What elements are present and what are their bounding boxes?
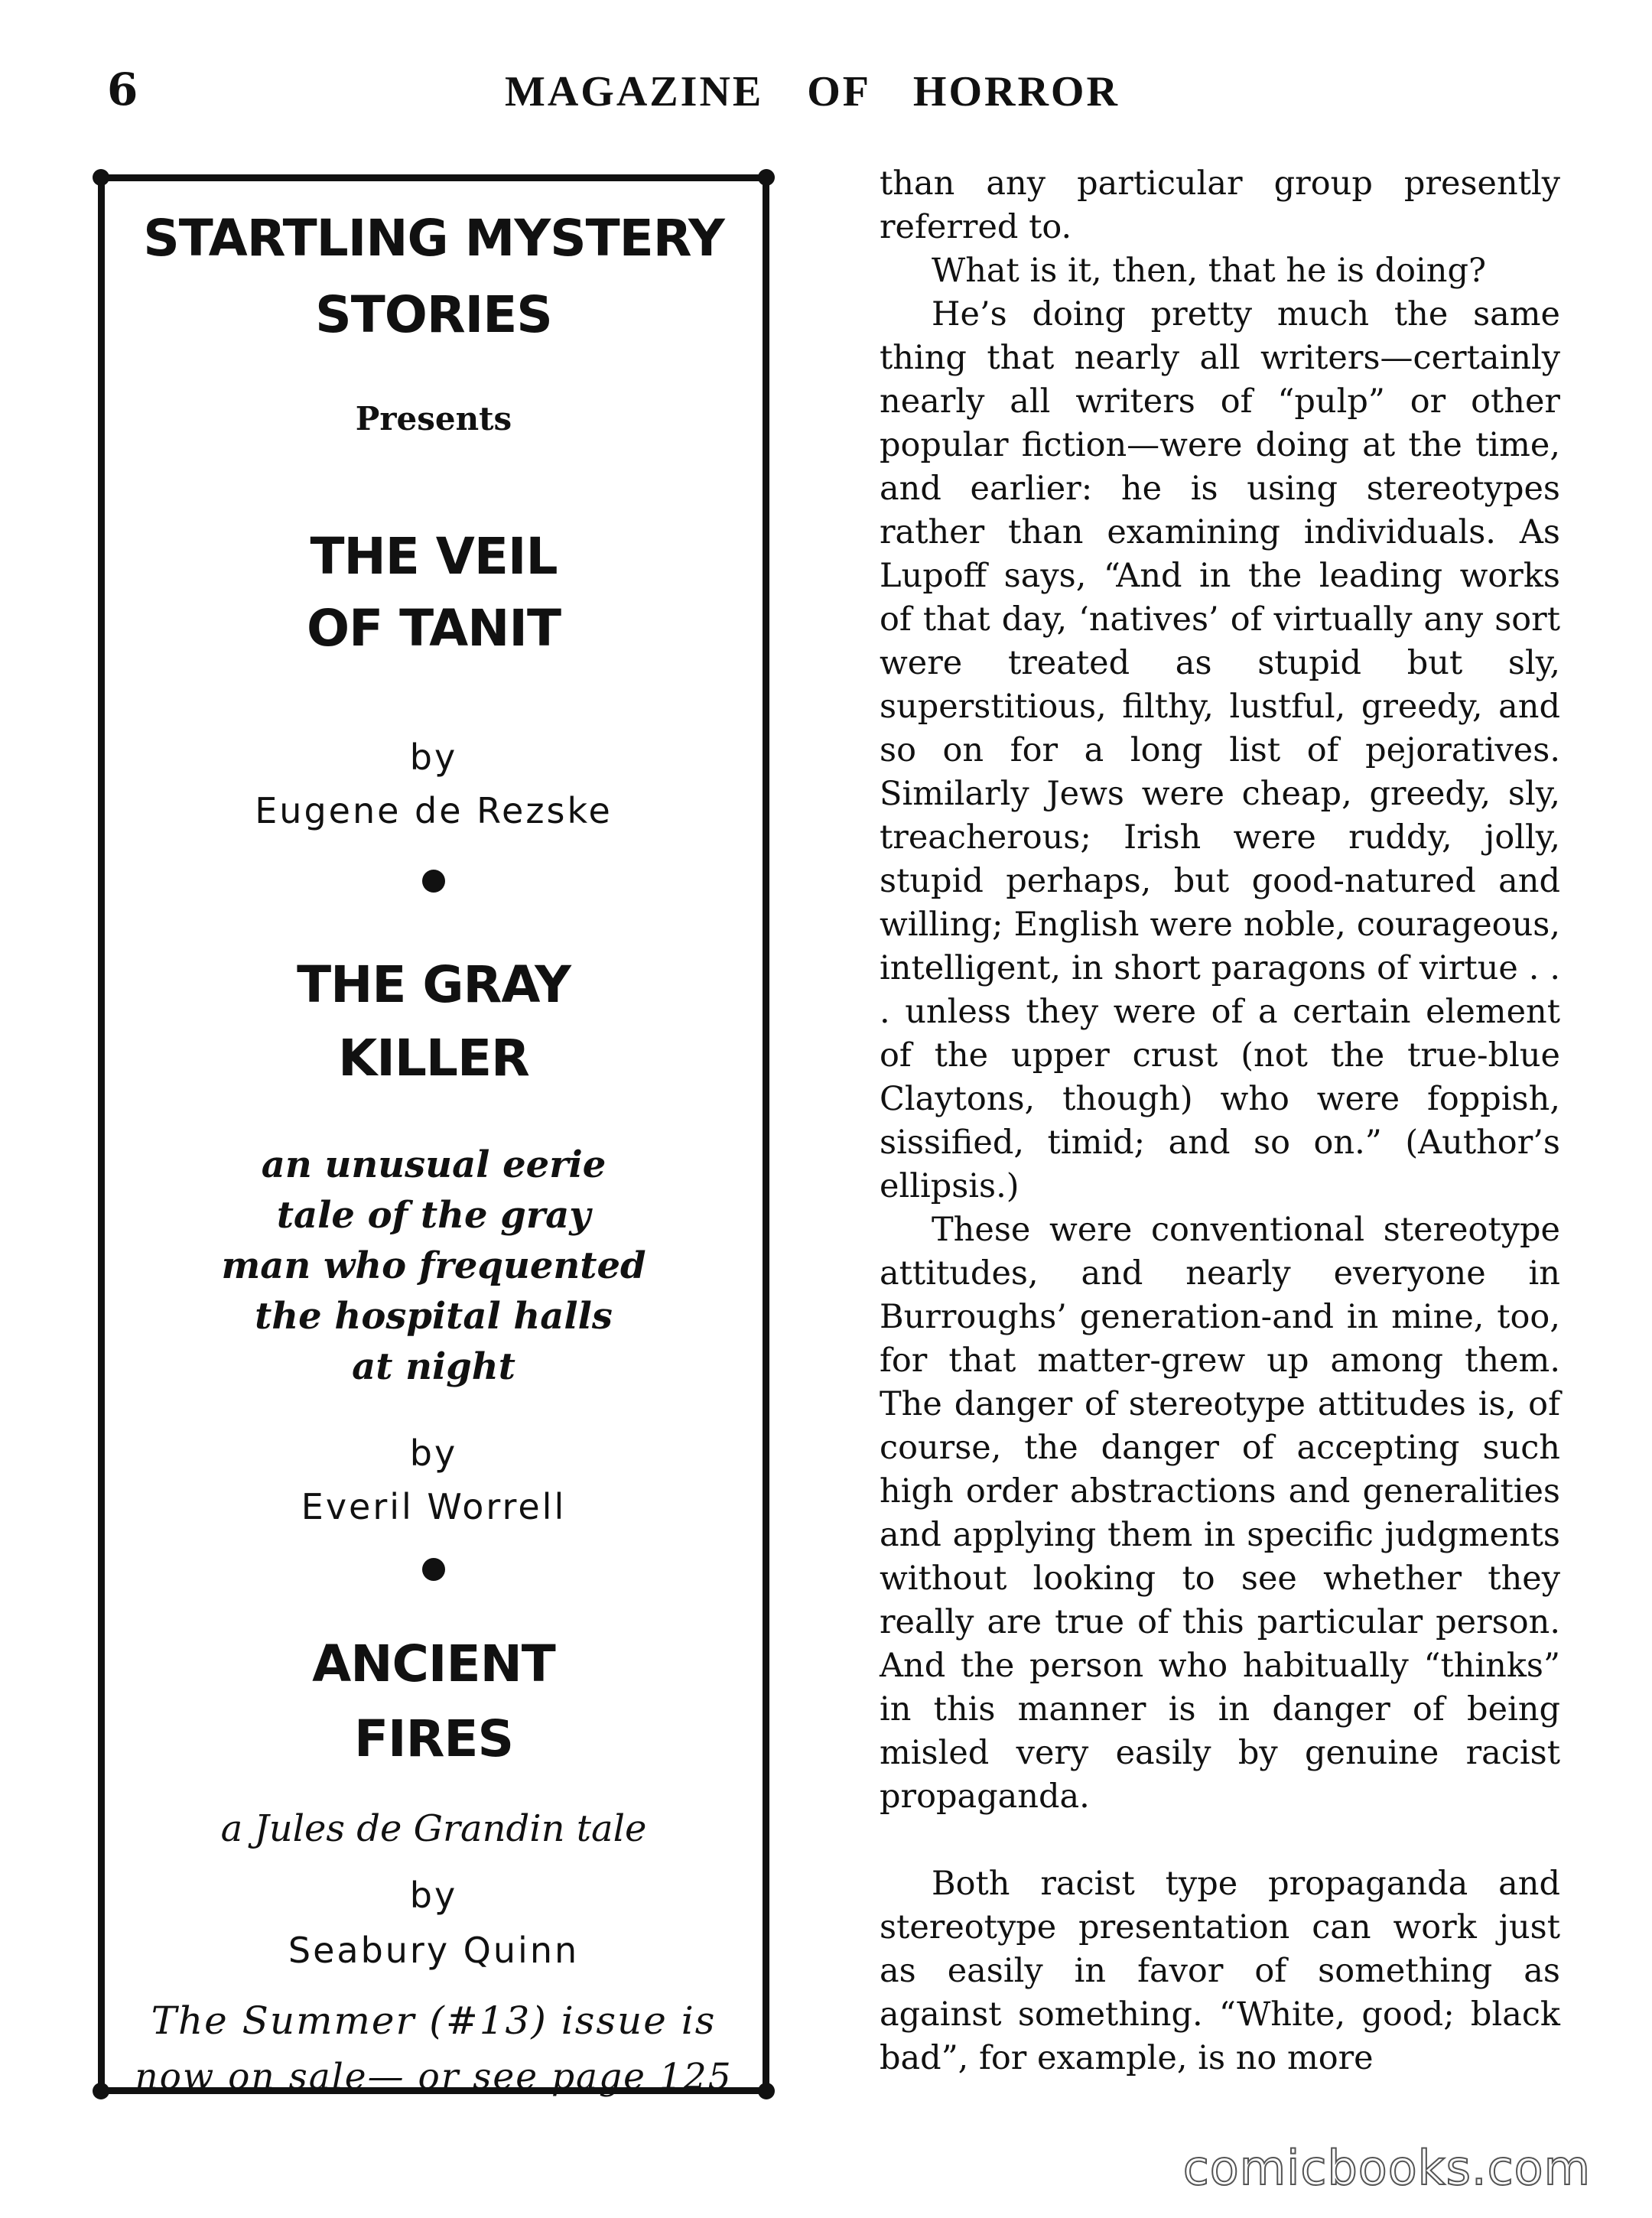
article-paragraph: Both racist type propaganda and stereotype presentation can work just as easily in favor of something as against something. “White, good; black bad”, for example, is no more <box>880 1865 1560 2077</box>
page-number: 6 <box>107 63 138 115</box>
magazine-title: STARTLING MYSTERY <box>143 209 724 268</box>
advertisement-box <box>98 174 769 2098</box>
story-tagline: a Jules de Grandin tale <box>220 1807 647 1850</box>
story-title: OF TANIT <box>307 599 561 658</box>
story-title: KILLER <box>338 1029 529 1088</box>
story-author: Seabury Quinn <box>288 1930 580 1971</box>
article-paragraph: He’s doing pretty much the same thing that nearly all writers—certainly nearly all writers of “pulp” or other popular fiction—were doing at the time, and earlier: he is using stereotypes rather than examining individuals. As Lupoff says, “And in the leading works of that day, ‘natives’ of virtually any sort were treated as stupid but sly, superstitious, filthy, lustful, greedy, and so on for a long list of pejoratives. Similarly Jews were cheap, greedy, sly, treacherous; Irish were ruddy, jolly, stupid perhaps, but good-natured and willing; English were noble, courageous, intelligent, in short paragons of virtue . . . unless they were of a certain element of the upper crust (not the true-blue Claytons, though) who were foppish, sissified, timid; and so on.” (Author’s ellipsis.) <box>880 295 1560 1205</box>
corner-ornament <box>758 169 775 186</box>
story-title: THE VEIL <box>310 527 558 586</box>
watermark: comicbooks.com <box>1182 2140 1591 2196</box>
bullet-separator <box>422 870 445 893</box>
byline-by: by <box>409 1875 458 1916</box>
story-tagline: man who frequented <box>221 1244 646 1287</box>
story-tagline: the hospital halls <box>255 1295 613 1338</box>
story-title: ANCIENT <box>312 1634 555 1693</box>
byline-by: by <box>409 737 458 778</box>
corner-ornament <box>93 169 109 186</box>
issue-notice: The Summer (#13) issue is <box>151 1998 717 2043</box>
story-author: Eugene de Rezske <box>255 790 613 831</box>
article-paragraph: What is it, then, that he is doing? <box>932 252 1487 290</box>
story-author: Everil Worrell <box>301 1486 567 1527</box>
article-column <box>880 162 1560 2080</box>
bullet-separator <box>422 1558 445 1581</box>
story-title: THE GRAY <box>297 955 571 1014</box>
running-head: MAGAZINE OF HORROR <box>505 68 1120 115</box>
story-tagline: tale of the gray <box>276 1194 591 1237</box>
story-tagline: an unusual eerie <box>261 1143 606 1186</box>
magazine-title: STORIES <box>315 285 552 344</box>
byline-by: by <box>409 1433 458 1474</box>
presents-label: Presents <box>355 400 512 437</box>
issue-notice: now on sale— or see page 125 <box>135 2056 733 2098</box>
article-paragraph: than any particular group presently referred to. <box>880 164 1560 246</box>
story-tagline: at night <box>352 1345 515 1388</box>
story-title: FIRES <box>353 1709 514 1768</box>
article-paragraph: These were conventional stereotype attitudes, and nearly everyone in Burroughs’ generation-and in mine, too, for that matter-grew up among them. The danger of stereotype attitudes is, of course, the danger of accepting such high order abstractions and generalities and applying them in specific judgments without looking to see whether they really are true of this particular person. And the person who habitually “thinks” in this manner is in danger of being misled very easily by genuine racist propaganda. <box>880 1211 1560 1816</box>
